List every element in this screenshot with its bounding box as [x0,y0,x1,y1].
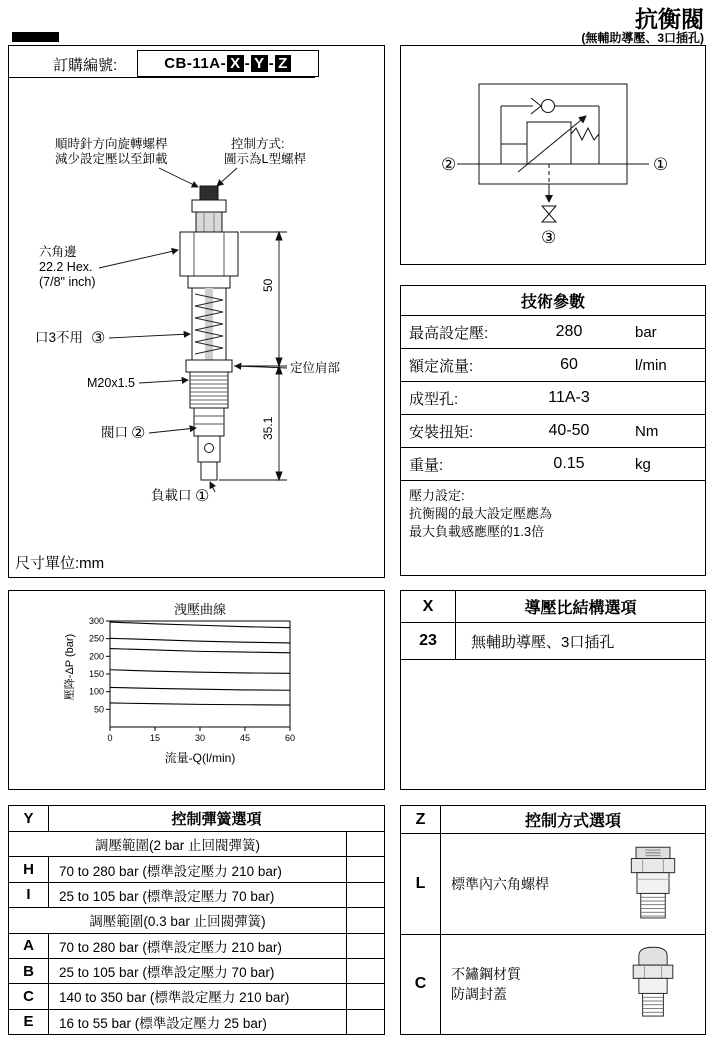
valve-body-group [180,186,238,480]
y-empty-cell [346,857,384,881]
x-option-key: 23 [401,623,456,659]
y-option-label: 140 to 350 bar (標準設定壓力 210 bar) [59,990,290,1006]
y-table-key: Y [9,806,49,831]
x-table-header [401,591,705,623]
y-empty-cell [346,1010,384,1034]
z-option-key: L [401,834,441,934]
svg-text:15: 15 [149,733,161,743]
svg-text:300: 300 [88,616,104,626]
control-option-row-C [401,935,705,1035]
y-option-key: C [9,984,49,1008]
tech-row-rated-flow [401,349,705,382]
relief-valve-square [527,122,571,164]
dimension-unit-note: 尺寸單位:mm [15,555,105,572]
tech-unit: kg [635,455,651,473]
control-options-panel [400,805,706,1035]
z-option-label-line1: 不鏽鋼材質 [451,965,521,982]
y-empty-cell [346,984,384,1008]
order-code [137,50,319,77]
spring-option-row-E [9,1010,384,1034]
svg-text:30: 30 [194,733,206,743]
z-option-label [441,935,600,1035]
hydraulic-symbol-svg [401,46,705,264]
check-valve-ball [542,100,555,113]
z-table-title: 控制方式選項 [524,813,621,830]
tech-params-panel [400,285,706,576]
tech-label: 額定流量: [409,357,474,375]
y-empty-cell [346,908,384,932]
order-underline [9,77,315,78]
spring-group-03bar-label: 調壓範圍(0.3 bar 止回閥彈簧) [89,914,266,930]
curve-2 [110,638,290,643]
y-empty-cell [346,959,384,983]
curve-4 [110,670,290,674]
curve-5 [110,687,290,690]
callout-control-line2: 圖示為L型螺桿 [224,152,306,166]
schematic-port1: ① [653,155,669,174]
valve-cross-section-drawing [9,132,384,540]
svg-text:60: 60 [284,733,296,743]
y-option-label: 16 to 55 bar (標準設定壓力 25 bar) [59,1015,267,1031]
chart-xlabel: 流量-Q(l/min) [164,751,236,765]
spring-option-row-B [9,959,384,984]
tech-unit: l/min [635,356,667,374]
tech-value: 0.15 [553,455,585,472]
z-option-key: C [401,935,441,1035]
tech-row-torque [401,415,705,448]
curve-1 [110,622,290,628]
callout-ccw-line1: 順時針方向旋轉螺桿 [55,137,168,151]
port3-number: ③ [91,330,106,347]
y-option-key: A [9,934,49,958]
pressure-setting-note [401,481,705,548]
svg-text:50: 50 [93,704,104,715]
spring-option-row-I [9,883,384,908]
y-option-key: H [9,857,49,881]
order-code-prefix: CB-11A- [164,55,227,72]
tech-value: 280 [555,323,583,340]
spring-option-row-A [9,934,384,959]
order-code-sep1: - [244,55,251,72]
svg-text:150: 150 [88,669,104,679]
curve-3 [110,649,290,653]
tech-unit: Nm [635,422,659,440]
spring-group-2bar [9,832,384,857]
svg-text:0: 0 [107,733,113,743]
spring-group-03bar [9,908,384,933]
z-table-key: Z [401,806,441,833]
dimension-35-1: 35.1 [261,416,275,440]
tech-row-cavity [401,382,705,415]
tech-value: 60 [560,356,578,373]
x-table-title: 導壓比結構選項 [524,600,637,617]
hex-label-line2: 22.2 Hex. [39,260,93,274]
tech-label: 安裝扭矩: [409,423,474,441]
pressure-note-line2: 抗衡閥的最大設定壓應為 [409,506,553,522]
x-table-key: X [401,591,456,622]
page-title: 抗衡閥 [635,6,704,32]
order-code-x: X [227,55,244,72]
relief-curve-panel [8,590,385,790]
schematic-port3: ③ [541,228,557,247]
tech-unit: bar [635,323,657,341]
spring-option-row-H [9,857,384,882]
y-option-key: B [9,959,49,983]
spring-group-2bar-label: 調壓範圍(2 bar 止回閥彈簧) [94,838,260,854]
svg-text:100: 100 [88,686,104,697]
y-option-label: 70 to 280 bar (標準設定壓力 210 bar) [59,939,282,955]
tech-label: 重量: [409,456,444,474]
dimension-50: 50 [261,278,275,292]
z-option-label-line2: 防調封蓋 [451,986,507,1003]
thread-label: M20x1.5 [87,376,135,390]
pressure-note-line3: 最大負載感應壓的1.3倍 [409,524,545,540]
tech-value: 11A-3 [548,389,590,406]
scan-corner-mark [12,32,59,42]
valve-port-number: ② [131,425,146,442]
chart-ylabel: 壓降-ΔP (bar) [64,633,76,701]
hydraulic-schematic-panel [400,45,706,265]
y-option-label: 25 to 105 bar (標準設定壓力 70 bar) [59,888,275,904]
y-table-title: 控制彈簧選項 [171,811,262,828]
tech-row-weight [401,448,705,481]
callout-control-line1: 控制方式: [231,137,285,151]
tech-params-title: 技術參數 [401,286,705,316]
port3-symbol-bottom [542,214,556,222]
chart-title: 洩壓曲線 [173,602,226,617]
hex-socket-screw-image [620,844,686,924]
control-option-row-L [401,834,705,935]
svg-text:200: 200 [88,651,104,662]
hex-label-line3: (7/8" inch) [39,275,96,289]
page-subtitle: (無輔助導壓、3口插孔) [581,31,704,45]
curve-6 [110,703,290,705]
x-option-label: 無輔助導壓、3口插孔 [471,633,615,651]
y-option-label: 25 to 105 bar (標準設定壓力 70 bar) [59,965,275,981]
svg-text:250: 250 [88,633,104,644]
svg-text:45: 45 [239,733,251,743]
shoulder-label: 定位肩部 [290,361,341,375]
load-port-number: ① [195,488,210,505]
order-code-z: Z [275,55,291,72]
order-number-label: 訂購編號: [53,57,118,74]
relief-curve-svg [64,615,304,745]
x-option-row-23 [401,623,705,660]
z-option-image-cell [600,834,705,934]
schematic-port2: ② [441,155,457,174]
y-table-header [9,806,384,832]
pilot-ratio-options-panel [400,590,706,790]
order-code-y: Y [251,55,268,72]
spring-symbol [571,128,599,140]
y-option-key: E [9,1010,49,1034]
port3-label: 口3不用 [35,330,84,345]
tech-label: 最高設定壓: [409,324,489,342]
valve-port-label: 閥口 [101,425,128,440]
z-option-label [441,834,600,934]
z-table-header [401,806,705,834]
y-option-label: 70 to 280 bar (標準設定壓力 210 bar) [59,863,282,879]
y-empty-cell [346,934,384,958]
spring-option-row-C [9,984,384,1009]
tamper-proof-cap-image [620,944,686,1024]
hex-label-line1: 六角邊 [39,245,77,259]
tech-label: 成型孔: [409,390,459,408]
load-port-label: 負載口 [151,488,192,503]
port3-symbol-top [542,206,556,214]
y-empty-cell [346,883,384,907]
z-option-label-line1: 標準內六角螺桿 [451,875,549,892]
order-code-sep2: - [268,55,275,72]
y-empty-cell [346,832,384,856]
spring-options-panel [8,805,385,1035]
tech-value: 40-50 [548,422,590,439]
y-option-key: I [9,883,49,907]
valve-drawing-panel [8,45,385,578]
z-option-image-cell [600,935,705,1035]
callout-ccw-line2: 減少設定壓以至卸載 [55,152,168,166]
tech-row-max-pressure [401,316,705,349]
pressure-note-line1: 壓力設定: [409,488,465,503]
